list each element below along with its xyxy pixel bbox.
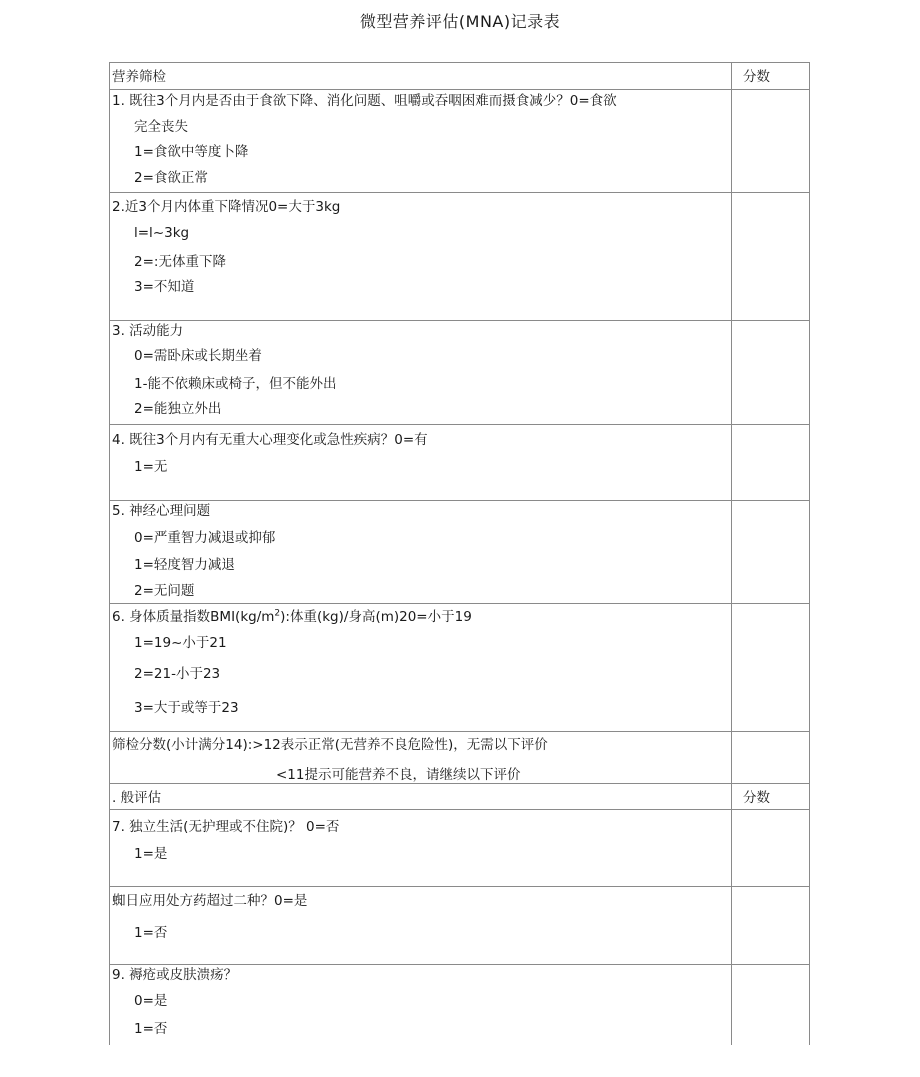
- general-item-9: [110, 965, 731, 1045]
- screening-header-row: [110, 63, 809, 90]
- option-text: 1=是: [134, 846, 168, 862]
- screening-summary-row: [110, 732, 809, 784]
- option-text: 1=无: [134, 459, 168, 475]
- question-text: [112, 609, 472, 625]
- screening-summary-threshold: <11提示可能营养不良，请继续以下评价: [276, 767, 521, 783]
- question-text: 9. 褥疮或皮肤溃疡？: [112, 967, 238, 983]
- option-text: 完全丧失: [134, 119, 188, 135]
- screening-item-2: [110, 193, 809, 321]
- general-header-row: [110, 784, 809, 810]
- option-text: 0=需卧床或长期坐着: [134, 348, 262, 364]
- option-text: l=l~3kg: [134, 225, 190, 241]
- screening-item-4: [110, 425, 809, 501]
- general-header: . 般评估: [112, 790, 162, 806]
- question-text: 2.近3个月内体重下降情况0=大于3kg: [112, 199, 341, 215]
- page-title: 微型营养评估(MNA)记录表: [359, 12, 561, 31]
- option-text: 1=19~小于21: [134, 635, 227, 651]
- question-text: 7. 独立生活(无护理或不住院)？ 0=否: [112, 819, 340, 835]
- screening-item-6: [110, 604, 809, 732]
- general-item-7: [110, 810, 809, 887]
- general-item-8: [110, 887, 809, 965]
- option-text: 2=21-小于23: [134, 666, 221, 682]
- option-text: 1=否: [134, 925, 168, 941]
- score-header: 分数: [743, 790, 770, 806]
- option-text: 0=是: [134, 993, 168, 1009]
- option-text: 1=轻度智力减退: [134, 557, 235, 573]
- option-text: 3=大于或等于23: [134, 700, 239, 716]
- screening-item-1: [110, 90, 809, 193]
- screening-summary-text: 筛检分数(小计满分14):>12表示正常(无营养不良危险性)，无需以下评价: [112, 737, 548, 753]
- screening-item-3: [110, 321, 809, 425]
- bmi-question-suffix: ):体重(kg)/身高(m)20=小于19: [280, 609, 472, 625]
- bmi-unit-superscript: 2: [274, 608, 281, 619]
- option-text: 1=否: [134, 1021, 168, 1037]
- option-text: 1=食欲中等度卜降: [134, 144, 249, 160]
- question-text: 蜘日应用处方药超过二种？0=是: [112, 893, 308, 909]
- option-text: 3=不知道: [134, 279, 195, 295]
- option-text: 2=无问题: [134, 583, 195, 599]
- bmi-question-prefix: 6. 身体质量指数BMI(kg/m: [112, 609, 275, 625]
- question-text: 1. 既往3个月内是否由于食欲下降、消化问题、咀嚼或吞咽困难而摄食减少？0=食欲: [112, 93, 617, 109]
- option-text: 2=食欲正常: [134, 170, 208, 186]
- option-text: 0=严重智力减退或抑郁: [134, 530, 276, 546]
- option-text: 2=能独立外出: [134, 401, 222, 417]
- score-header: 分数: [743, 69, 770, 85]
- option-text: 2=:无体重下降: [134, 254, 226, 270]
- option-text: 1-能不依赖床或椅子，但不能外出: [134, 376, 337, 392]
- mna-table: [109, 62, 810, 1045]
- question-text: 4. 既往3个月内有无重大心理变化或急性疾病？0=有: [112, 432, 428, 448]
- question-text: 3. 活动能力: [112, 323, 184, 339]
- question-text: 5. 神经心理问题: [112, 503, 211, 519]
- screening-header: 营养筛检: [112, 69, 166, 85]
- screening-item-5: [110, 501, 809, 604]
